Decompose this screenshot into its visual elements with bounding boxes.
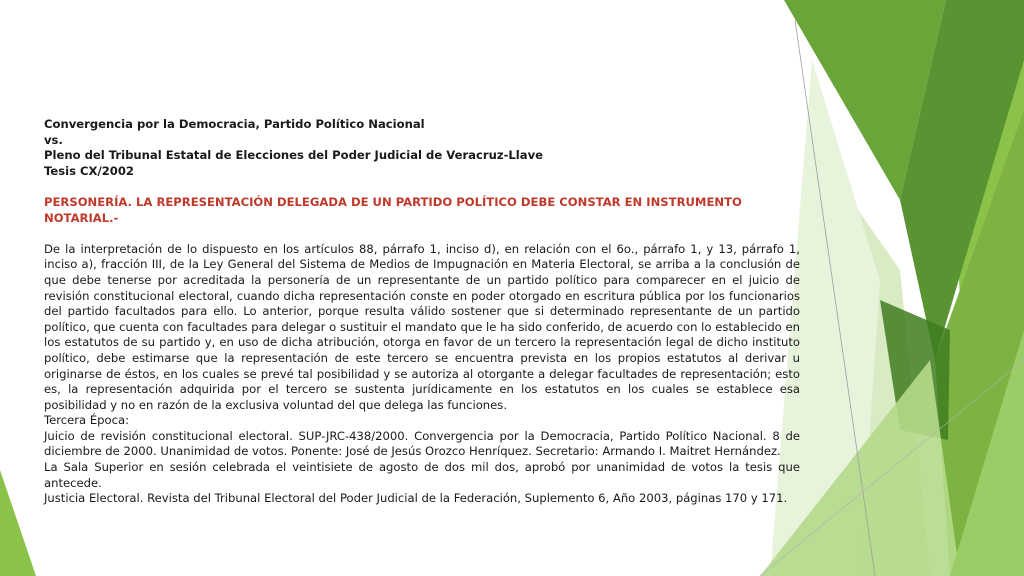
session-paragraph: La Sala Superior en sesión celebrada el veintisiete de agosto de dos mil dos, aprobó por unanimidad de votos la tesis que antecede. <box>44 460 800 490</box>
header-vs: vs. <box>44 132 63 147</box>
thesis-title: PERSONERÍA. LA REPRESENTACIÓN DELEGADA DE UN PARTIDO POLÍTICO DEBE CONSTAR EN INSTRUMENTO NOTARIAL.- <box>44 194 742 225</box>
header-tribunal: Pleno del Tribunal Estatal de Elecciones del Poder Judicial de Veracruz-Llave <box>44 148 544 163</box>
body-paragraph: De la interpretación de lo dispuesto en los artículos 88, párrafo 1, inciso d), en relación con el 6o., párrafo 1, y 13, párrafo 1, inciso a), fracción III, de la Ley General del Sistema de Medios de Impugnación en Materia Electoral, se arriba a la conclusión de que debe tenerse por acreditada la personería de un representante de un partido político para comparecer en el juicio de revisión constitucional electoral, cuando dicha representación conste en poder otorgado en escritura pública por los funcionarios del partido facultados para ello. Lo anterior, porque resulta válido sostener que si determinado representante de un partido político, que cuenta con facultades para delegar o sustituir el mandato que le ha sido conferido, de acuerdo con lo establecido en los estatutos de su partido y, en uso de dicha atribución, otorga en favor de un tercero la representación legal de dicho instituto político, debe estimarse que la representación de este tercero se encuentra prevista en los propios estatutos al derivar u originarse de éstos, en los cuales se prevé tal posibilidad y se autoriza al otorgante a delegar facultades de representación; esto es, la representación adquirida por el tercero se sustenta jurídicamente en los estatutos en los cuales se establece esa posibilidad y no en razón de la exclusiva voluntad del que delega las funciones. <box>44 241 800 412</box>
source-citation: Justicia Electoral. Revista del Tribunal Electoral del Poder Judicial de la Federación, Suplemento 6, Año 2003, páginas 170 y 171. <box>44 491 788 506</box>
epoch-label: Tercera Época: <box>44 413 129 428</box>
slide-text-content <box>44 117 800 507</box>
spacer <box>44 226 800 242</box>
spacer <box>44 179 800 195</box>
header-parties: Convergencia por la Democracia, Partido Político Nacional <box>44 117 425 131</box>
left-green-sliver <box>0 470 36 576</box>
precedent-paragraph: Juicio de revisión constitucional electoral. SUP-JRC-438/2000. Convergencia por la Democracia, Partido Político Nacional. 8 de diciembre de 2000. Unanimidad de votos. Ponente: José de Jesús Orozco Henríquez. Secretario: Armando I. Maitret Hernández. <box>44 428 800 459</box>
header-thesis-number: Tesis CX/2002 <box>44 163 134 178</box>
